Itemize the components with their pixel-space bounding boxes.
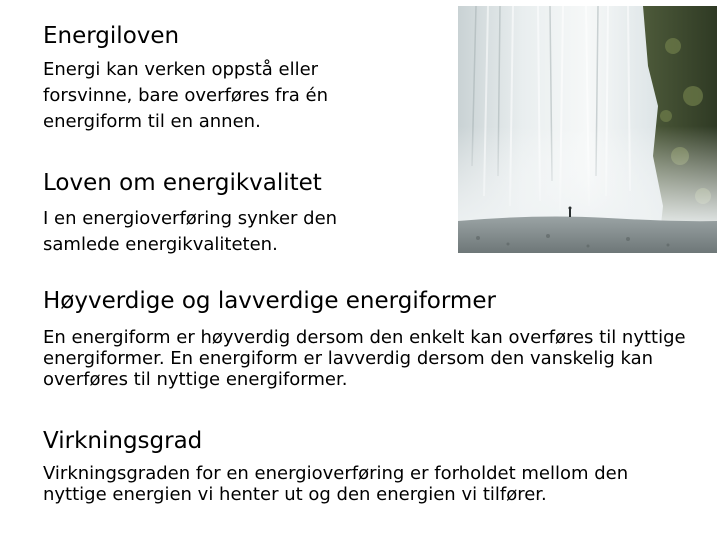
section-heading-energiformer: Høyverdige og lavverdige energiformer [43, 288, 496, 314]
section-heading-energikvalitet: Loven om energikvalitet [43, 170, 322, 196]
section-text-energiformer: En energiform er høyverdig dersom den enkelt kan overføres til nyttige energiformer. En energiform er lavverdig dersom den vanskelig kan overføres til nyttige energiformer. [43, 327, 686, 390]
section-heading-energiloven: Energiloven [43, 23, 180, 49]
section-text-virkningsgrad: Virkningsgraden for en energioverføring er forholdet mellom den nyttige energien vi henter ut og den energien vi tilfører. [43, 463, 629, 505]
section-heading-virkningsgrad: Virkningsgrad [43, 428, 203, 454]
section-text-energiloven: Energi kan verken oppstå eller forsvinne, bare overføres fra én energiform til en annen. [43, 59, 329, 132]
waterfall-photo [458, 6, 717, 253]
section-text-energikvalitet: I en energioverføring synker den samlede energikvaliteten. [43, 208, 338, 255]
